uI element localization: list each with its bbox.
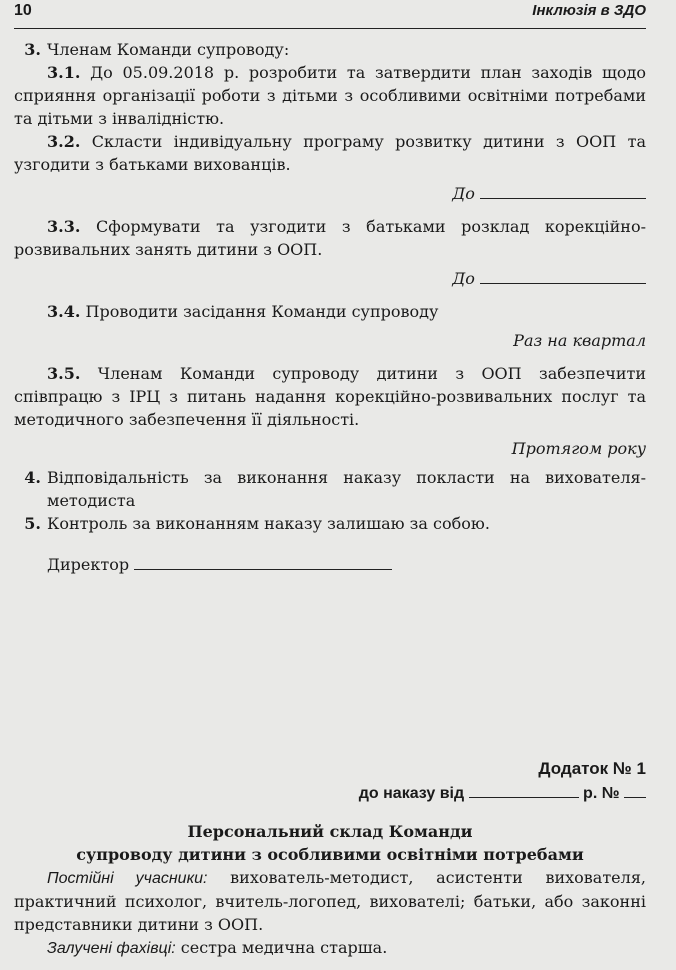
appendix-ref-mid: р. № bbox=[578, 785, 620, 802]
director-label: Директор bbox=[47, 555, 130, 574]
item-3-1 bbox=[14, 61, 646, 130]
composition-title-line-1: Персональний склад Команди bbox=[187, 822, 473, 841]
deadline-blank bbox=[480, 182, 646, 199]
item-4 bbox=[14, 466, 646, 512]
item-3-2-deadline bbox=[14, 182, 646, 205]
permanent-label: Постійні учасники: bbox=[47, 870, 208, 887]
item-3-3 bbox=[14, 215, 646, 261]
item-3-text: Членам Команди супроводу: bbox=[47, 40, 290, 59]
appendix-header bbox=[14, 756, 646, 806]
deadline-prefix: До bbox=[452, 269, 475, 288]
permanent-text: вихователь-методист, асистенти вихователя, практичний психолог, вчитель-логопед, вихователі; батьки, або законні представники дитини з ООП. bbox=[14, 868, 646, 934]
team-composition bbox=[14, 820, 646, 960]
deadline-blank bbox=[480, 267, 646, 284]
item-5-text: Контроль за виконанням наказу залишаю за собою. bbox=[47, 514, 490, 533]
order-body bbox=[14, 38, 646, 576]
signature-blank bbox=[134, 553, 392, 570]
item-5 bbox=[14, 512, 646, 535]
item-3 bbox=[14, 38, 646, 61]
signature-line bbox=[14, 553, 646, 576]
item-3-5-text: Членам Команди супроводу дитини з ООП забезпечити співпрацю з ІРЦ з питань надання корекційно-розвивальних послуг та методичного забезпечення її діяльності. bbox=[14, 364, 646, 429]
appendix-reference bbox=[14, 781, 646, 806]
item-3-4-deadline: Раз на квартал bbox=[513, 331, 646, 350]
permanent-members bbox=[14, 866, 646, 936]
item-3-5-deadline: Протягом року bbox=[511, 439, 646, 458]
item-3-2-text: Скласти індивідуальну програму розвитку дитини з ООП та узгодити з батьками вихованців. bbox=[14, 132, 646, 174]
item-3-4-number: 3.4. bbox=[47, 302, 81, 321]
appendix-ref-prefix: до наказу від bbox=[358, 785, 465, 802]
item-4-number: 4. bbox=[24, 468, 41, 487]
appendix-title: Додаток № 1 bbox=[538, 759, 646, 778]
deadline-prefix: До bbox=[452, 184, 475, 203]
item-3-3-text: Сформувати та узгодити з батьками розклад корекційно-розвивальних занять дитини з ООП. bbox=[14, 217, 646, 259]
number-blank bbox=[624, 783, 646, 798]
item-3-2-number: 3.2. bbox=[47, 132, 81, 151]
invited-label: Залучені фахівці: bbox=[47, 940, 176, 957]
invited-text: сестра медична старша. bbox=[175, 938, 388, 957]
item-3-1-number: 3.1. bbox=[47, 63, 81, 82]
item-3-4-text: Проводити засідання Команди супроводу bbox=[80, 302, 439, 321]
item-3-5 bbox=[14, 362, 646, 431]
item-3-3-number: 3.3. bbox=[47, 217, 81, 236]
invited-specialists bbox=[14, 936, 646, 960]
item-5-number: 5. bbox=[24, 514, 41, 533]
composition-title-line-2: супроводу дитини з особливими освітніми потребами bbox=[76, 845, 584, 864]
page-number: 10 bbox=[14, 2, 32, 19]
running-title: Інклюзія в ЗДО bbox=[532, 2, 646, 19]
item-3-2 bbox=[14, 130, 646, 176]
item-3-number: 3. bbox=[24, 40, 41, 59]
item-3-5-number: 3.5. bbox=[47, 364, 81, 383]
item-3-3-deadline bbox=[14, 267, 646, 290]
page-header bbox=[14, 0, 646, 29]
item-3-4 bbox=[14, 300, 646, 323]
item-3-1-text: До 05.09.2018 р. розробити та затвердити план заходів щодо сприяння організації роботи з дітьми з особливими освітніми потребами та дітьми з інвалідністю. bbox=[14, 63, 646, 128]
item-4-text: Відповідальність за виконання наказу покласти на вихователя-методиста bbox=[47, 468, 646, 510]
date-blank bbox=[469, 783, 579, 798]
